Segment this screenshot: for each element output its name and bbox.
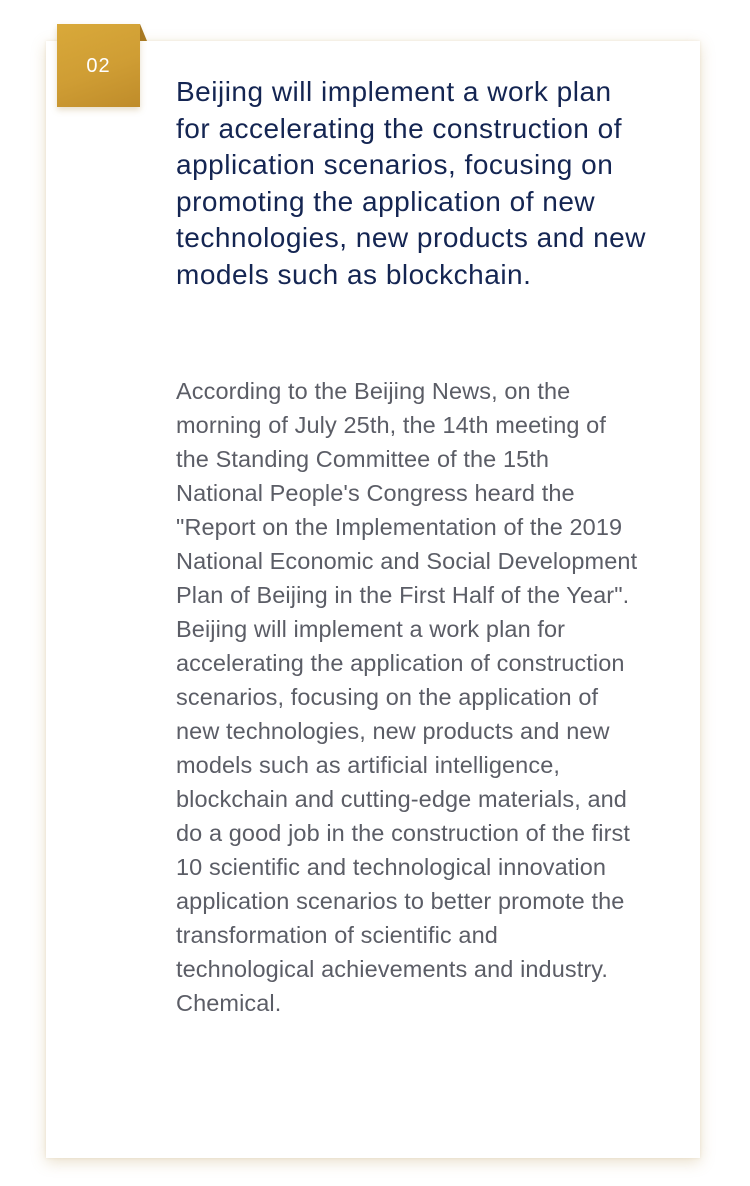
article-title: Beijing will implement a work plan for accelerating the construction of application scenarios, focusing on promoting the application of new technologies, new products and new models such as blockchain. [176, 76, 646, 290]
badge-fold [140, 24, 147, 41]
article-number-badge: 02 [57, 24, 140, 107]
article-body: According to the Beijing News, on the morning of July 25th, the 14th meeting of the Standing Committee of the 15th National People's Congress heard the "Report on the Implementation of the 2019 National Economic and Social Development Plan of Beijing in the First Half of the Year". Beijing will implement a work plan for accelerating the application of construction scenarios, focusing on the application of new technologies, new products and new models such as artificial intelligence, blockchain and cutting-edge materials, and do a good job in the construction of the first 10 scientific and technological innovation application scenarios to better promote the transformation of scientific and technological achievements and industry. Chemical. [176, 378, 638, 1016]
